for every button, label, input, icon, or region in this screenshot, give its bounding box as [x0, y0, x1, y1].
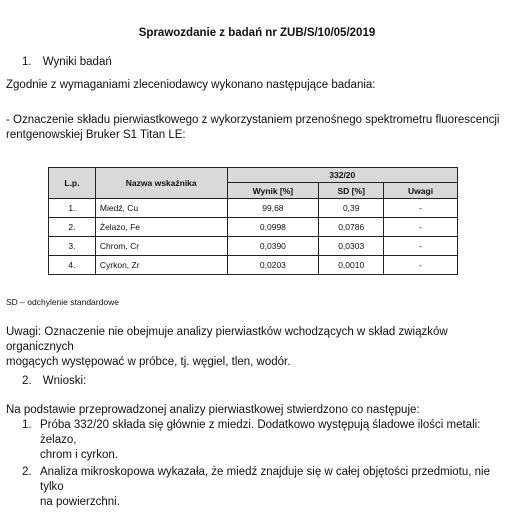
cell-notes: -	[384, 237, 458, 256]
cell-lp: 4.	[49, 256, 96, 275]
cell-lp: 2.	[49, 218, 96, 237]
cell-notes: -	[384, 218, 458, 237]
header-name: Nazwa wskaźnika	[95, 168, 227, 199]
cell-lp: 1.	[49, 199, 96, 218]
list-item	[22, 465, 514, 510]
results-table	[48, 167, 458, 275]
table-row	[49, 237, 458, 256]
table-header-row	[49, 168, 458, 183]
report-title: Sprawozdanie z badań nr ZUB/S/10/05/2019	[138, 27, 376, 39]
cell-result: 99,68	[227, 199, 319, 218]
table-row	[49, 199, 458, 218]
section-title: Wyniki badań	[42, 56, 112, 68]
cell-name: Cyrkon, Zr	[95, 256, 227, 275]
section-results-heading	[22, 56, 112, 68]
method-line-1: - Oznaczenie składu pierwiastkowego z wykorzystaniem przenośnego spektrometru fluorescencji	[6, 114, 500, 126]
list-item-number: 2.	[22, 466, 32, 478]
cell-name: Miedź, Cu	[95, 199, 227, 218]
cell-result: 0,0390	[227, 237, 319, 256]
cell-sd: 0,0010	[319, 256, 384, 275]
cell-sd: 0,39	[319, 199, 384, 218]
section-title: Wnioski:	[42, 375, 87, 387]
cell-name: Chrom, Cr	[95, 237, 227, 256]
cell-notes: -	[384, 199, 458, 218]
header-lp: L.p.	[49, 168, 96, 199]
list-item	[22, 418, 514, 463]
cell-name: Żelazo, Fe	[95, 218, 227, 237]
cell-sd: 0,0303	[319, 237, 384, 256]
header-notes: Uwagi	[384, 183, 458, 199]
cell-result: 0,0998	[227, 218, 319, 237]
list-item-line-2: chrom i cyrkon.	[40, 449, 118, 461]
method-description	[6, 113, 499, 143]
conclusion-intro: Na podstawie przeprowadzonej analizy pierwiastkowej stwierdzono co następuje:	[6, 404, 420, 416]
method-line-2: rentgenowskiej Bruker S1 Titan LE:	[6, 129, 186, 141]
section-number: 1.	[22, 56, 32, 68]
header-result: Wynik [%]	[227, 183, 319, 199]
remark-text	[6, 325, 514, 370]
sd-footnote: SD – odchylenie standardowe	[6, 297, 119, 307]
list-item-text	[40, 418, 514, 463]
conclusions-list	[22, 418, 514, 512]
section-conclusions-heading	[22, 375, 86, 387]
table-row	[49, 218, 458, 237]
table-row	[49, 256, 458, 275]
cell-notes: -	[384, 256, 458, 275]
header-sample: 332/20	[227, 168, 457, 183]
cell-lp: 3.	[49, 237, 96, 256]
list-item-text	[40, 465, 514, 510]
intro-text: Zgodnie z wymaganiami zleceniodawcy wykonano następujące badania:	[6, 79, 376, 91]
section-number: 2.	[22, 375, 32, 387]
list-item-line-1: Analiza mikroskopowa wykazała, że miedź znajduje się w całej objętości przedmiotu, nie tylko	[40, 466, 490, 493]
list-item-line-1: Próba 332/20 składa się głównie z miedzi. Dodatkowo występują śladowe ilości metali: żelazo,	[40, 419, 481, 446]
remark-line-1: Uwagi: Oznaczenie nie obejmuje analizy pierwiastków wchodzących w skład związków organicznych	[6, 326, 448, 353]
list-item-number: 1.	[22, 419, 32, 431]
cell-sd: 0,0786	[319, 218, 384, 237]
cell-result: 0,0203	[227, 256, 319, 275]
header-sd: SD [%]	[319, 183, 384, 199]
list-item-line-2: na powierzchni.	[40, 496, 120, 508]
remark-line-2: mogących występować w próbce, tj. węgiel, tlen, wodór.	[6, 356, 291, 368]
